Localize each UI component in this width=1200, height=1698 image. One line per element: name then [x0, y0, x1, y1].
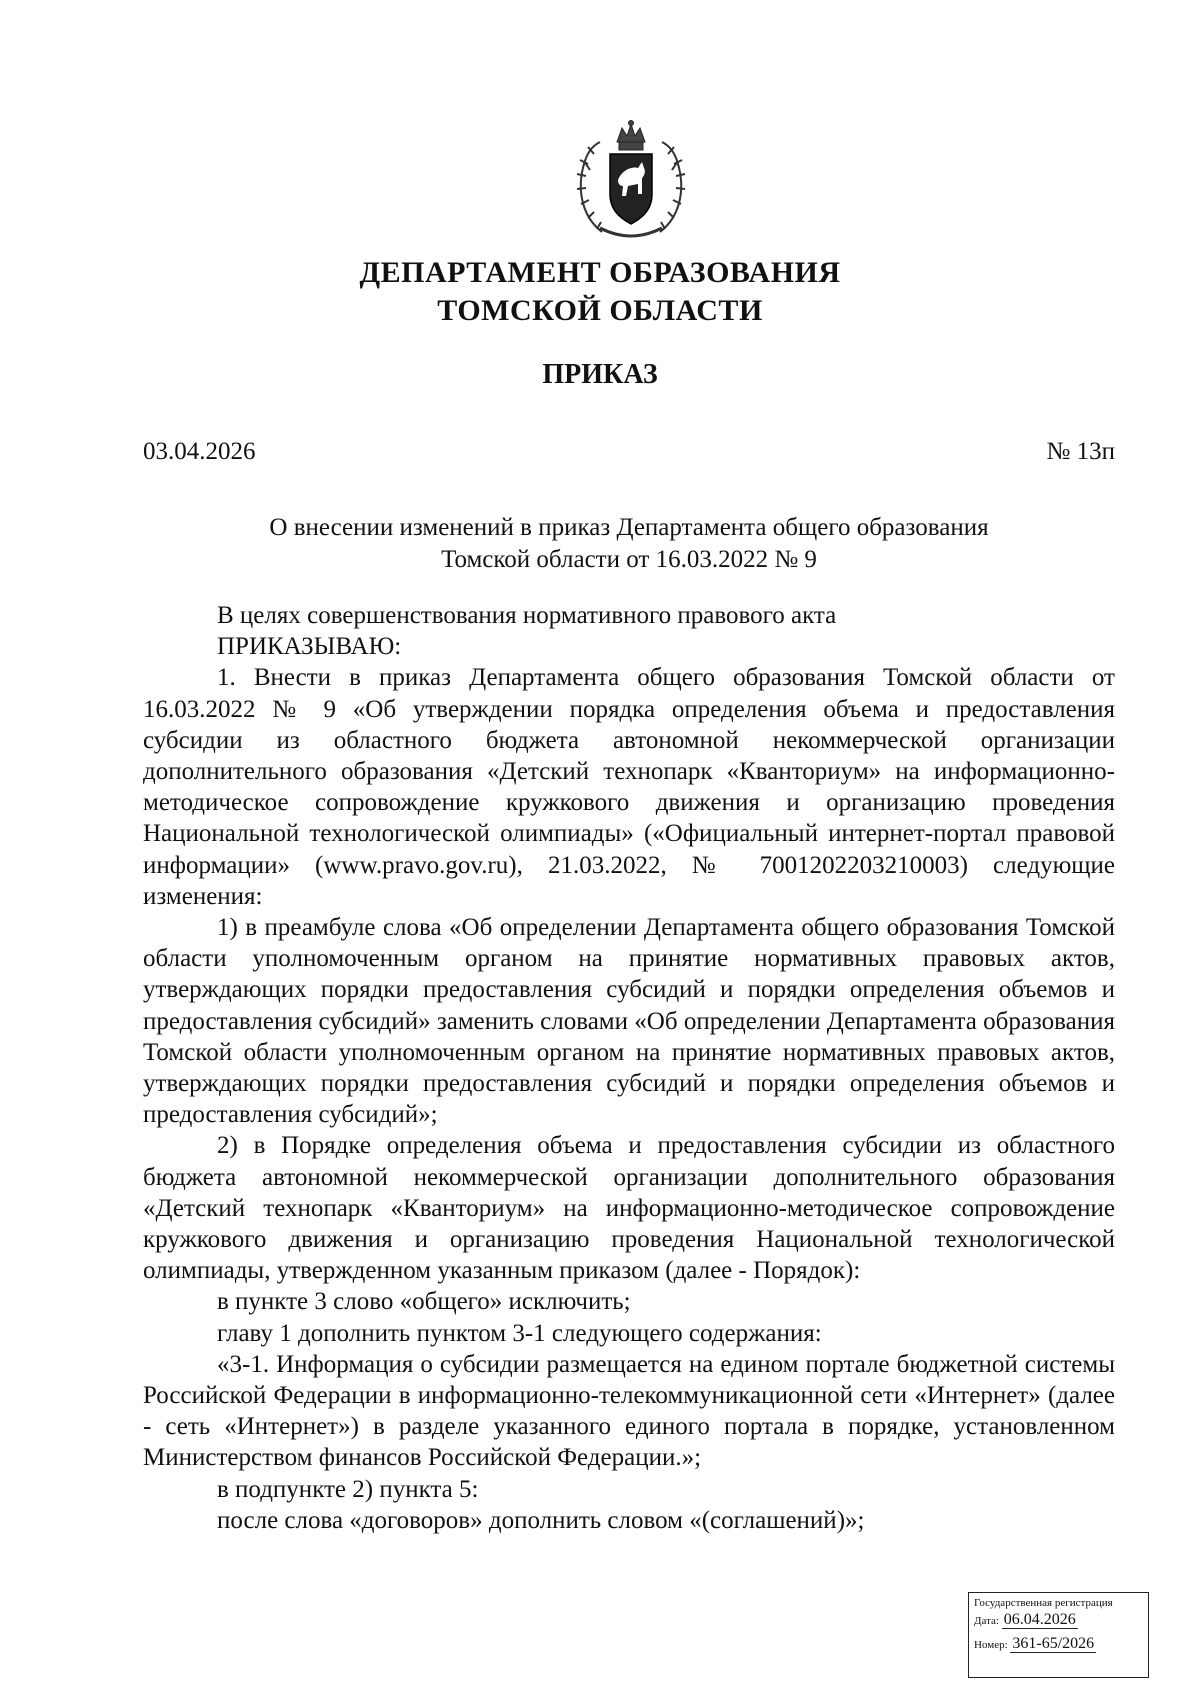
paragraph-point-3-1: «3-1. Информация о субсидии размещается на едином портале бюджетной системы Российской Федерации в информационно-телекоммуникационной сети «Интернет» (далее - сеть «Интернет») в разделе указанного единого портала в порядке, установленном Министерством финансов Российской Федерации.»; — [143, 1350, 1115, 1472]
registration-number-row — [974, 1634, 1143, 1654]
order-verb: ПРИКАЗЫВАЮ: — [217, 633, 402, 661]
paragraph-point-3: в пункте 3 слово «общего» исключить; — [217, 1288, 631, 1316]
crown — [617, 121, 645, 151]
registration-date-row — [974, 1610, 1143, 1630]
order-body — [143, 600, 1115, 1536]
wreath-right — [660, 142, 685, 232]
registration-title: Государственная регистрация — [974, 1597, 1113, 1609]
order-subject-line2: Томской области от 16.03.2022 № 9 — [441, 546, 817, 573]
coat-of-arms-emblem — [572, 120, 690, 240]
preamble-paragraph: В целях совершенствования нормативного правового акта — [217, 602, 837, 629]
order-number: № 13п — [1046, 438, 1115, 465]
paragraph-contracts: после слова «договоров» дополнить словом «(соглашений)»; — [217, 1506, 865, 1534]
paragraph-item-1: 1. Внести в приказ Департамента общего образования Томской области от 16.03.2022 № 9 «Об утверждении порядка определения объема и предоставления субсидии из областного бюджета автономной некоммерческой организации дополнительного образования «Детский технопарк «Кванториум» на информационно-методическое сопровождение кружкового движения и организацию проведения Национальной технологической олимпиады» («Официальный интернет-портал правовой информации» (www.pravo.gov.ru), 21.03.2022, № 7001202203210003) следующие изменения: — [143, 664, 1115, 910]
document-type: ПРИКАЗ — [542, 359, 658, 390]
registration-date-value: 06.04.2026 — [1003, 1611, 1076, 1628]
registration-number-value: 361-65/2026 — [1012, 1635, 1095, 1652]
paragraph-chapter-1: главу 1 дополнить пунктом 3-1 следующего содержания: — [217, 1319, 822, 1347]
paragraph-subitem-1: 1) в преамбуле слова «Об определении Департамента общего образования Томской области уполномоченным органом на принятие нормативных правовых актов, утверждающих порядки предоставления субсидий и порядки определения объемов и предоставления субсидий» заменить словами «Об определении Департамента образования Томской области уполномоченным органом на принятие нормативных правовых актов, утверждающих порядки предоставления субсидий и порядки определения объемов и предоставления субсидий»; — [143, 914, 1115, 1129]
registration-stamp — [968, 1592, 1149, 1678]
registration-date-label: Дата: — [974, 1615, 999, 1627]
registration-number-label: Номер: — [974, 1639, 1008, 1651]
paragraph-subitem-2: 2) в Порядке определения объема и предоставления субсидии из областного бюджета автономной некоммерческой организации дополнительного образования «Детский технопарк «Кванториум» на информационно-методическое сопровождение кружкового движения и организацию проведения Национальной технологической олимпиады, утвержденном указанным приказом (далее - Порядок): — [143, 1132, 1115, 1285]
order-subject — [143, 512, 1115, 576]
ribbon — [600, 228, 662, 236]
order-date: 03.04.2026 — [143, 438, 256, 465]
shield — [610, 154, 652, 224]
department-title-line1: ДЕПАРТАМЕНТ ОБРАЗОВАНИЯ — [359, 256, 841, 289]
paragraph-subpoint-5-2: в подпункте 2) пункта 5: — [217, 1475, 479, 1503]
wreath-left — [577, 142, 602, 232]
department-title — [0, 254, 1200, 330]
order-subject-line1: О внесении изменений в приказ Департамента общего образования — [269, 514, 989, 541]
department-title-line2: ТОМСКОЙ ОБЛАСТИ — [437, 294, 763, 327]
